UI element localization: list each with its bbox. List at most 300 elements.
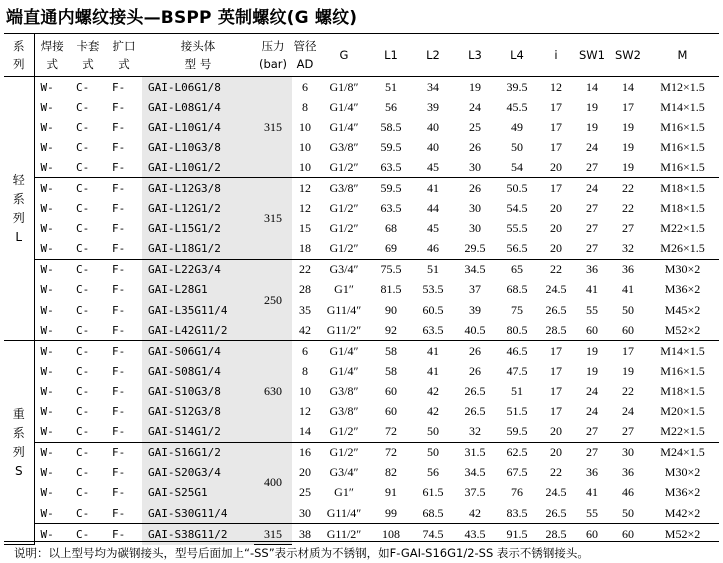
cell-l1: 82 xyxy=(385,465,397,480)
cell-flare: F- xyxy=(112,466,126,480)
cell-l3: 39 xyxy=(469,302,481,317)
cell-sw2: 19 xyxy=(622,139,634,154)
cell-sw1: 24 xyxy=(586,181,598,196)
cell-g: G1/2″ xyxy=(329,221,359,236)
cell-model: GAI-L42G11/2 xyxy=(142,320,254,341)
cell-od: 42 xyxy=(292,320,318,341)
cell-od: 30 xyxy=(292,503,318,524)
cell-l4: 51.5 xyxy=(506,404,528,419)
cell-weld: W- xyxy=(40,344,54,358)
cell-sw1: 27 xyxy=(574,157,610,178)
cell-i: 24.5 xyxy=(545,485,567,500)
cell-model: GAI-S12G3/8 xyxy=(142,402,254,422)
cell-g: G1/4″ xyxy=(329,99,359,114)
footnote: 说明：以上型号均为碳钢接头，型号后面加上“-SS”表示材质为不锈钢，如F-GAI-S16G1/2-SS 表示不锈钢接头。 xyxy=(4,541,719,561)
header-row xyxy=(4,34,719,77)
cell-l3: 43.5 xyxy=(464,526,486,541)
cell-m: M45×2 xyxy=(664,302,701,317)
cell-weld: W- xyxy=(40,364,54,378)
page-title: 端直通内螺纹接头—BSPP 英制螺纹(G 螺纹) xyxy=(6,8,358,28)
cell-m: M42×2 xyxy=(646,503,719,524)
table-row xyxy=(4,239,719,260)
cell-sw2: 14 xyxy=(622,79,634,94)
cell-l2: 46 xyxy=(412,239,454,260)
cell-m: M14×1.5 xyxy=(660,343,705,358)
col-model: 接头体 型 号 xyxy=(142,34,254,77)
table-row xyxy=(4,178,719,199)
cell-ferrule: C- xyxy=(76,283,90,297)
cell-ferrule: C- xyxy=(76,466,90,480)
cell-l2: 50 xyxy=(427,445,439,460)
cell-g: G11/4″ xyxy=(318,503,370,524)
cell-sw2: 30 xyxy=(622,445,634,460)
cell-od: 10 xyxy=(299,139,311,154)
cell-flare: F- xyxy=(112,263,126,277)
cell-l4: 45.5 xyxy=(506,99,528,114)
cell-l4: 56.5 xyxy=(496,239,538,260)
col-l3: L3 xyxy=(454,34,496,77)
cell-ferrule: C- xyxy=(70,422,106,443)
cell-ferrule: C- xyxy=(76,182,90,196)
col-l2: L2 xyxy=(412,34,454,77)
cell-flare: F- xyxy=(112,80,126,94)
cell-l2: 50 xyxy=(412,422,454,443)
cell-l1: 51 xyxy=(385,79,397,94)
col-pressure: 压力 (bar) xyxy=(254,34,292,77)
cell-g: G1/4″ xyxy=(329,119,359,134)
cell-i: 26.5 xyxy=(538,503,574,524)
cell-l1: 92 xyxy=(370,320,412,341)
spec-table xyxy=(4,34,719,545)
cell-l2: 60.5 xyxy=(422,302,444,317)
cell-g: G1/4″ xyxy=(329,363,359,378)
cell-l3: 34.5 xyxy=(464,262,486,277)
cell-l3: 26 xyxy=(469,343,481,358)
cell-weld: W- xyxy=(40,527,54,541)
cell-i: 20 xyxy=(538,422,574,443)
cell-od: 12 xyxy=(299,201,311,216)
cell-model: GAI-L15G1/2 xyxy=(142,219,254,239)
table-row xyxy=(4,97,719,117)
cell-sw1: 19 xyxy=(586,99,598,114)
cell-flare: F- xyxy=(112,486,126,500)
cell-g: G1/4″ xyxy=(329,343,359,358)
cell-model: GAI-L08G1/4 xyxy=(142,97,254,117)
cell-l1: 60 xyxy=(385,383,397,398)
cell-sw1: 19 xyxy=(586,363,598,378)
cell-i: 17 xyxy=(550,363,562,378)
cell-sw2: 36 xyxy=(622,465,634,480)
cell-ferrule: C- xyxy=(76,222,90,236)
table-row xyxy=(4,117,719,137)
cell-sw2: 22 xyxy=(622,181,634,196)
cell-l3: 26 xyxy=(469,181,481,196)
cell-m: M16×1.5 xyxy=(646,157,719,178)
col-l4: L4 xyxy=(496,34,538,77)
cell-weld: W- xyxy=(40,446,54,460)
cell-l1: 60 xyxy=(385,404,397,419)
cell-od: 38 xyxy=(299,526,311,541)
cell-od: 8 xyxy=(302,363,308,378)
table-row xyxy=(4,219,719,239)
cell-od: 8 xyxy=(302,99,308,114)
cell-ferrule: C- xyxy=(70,320,106,341)
cell-od: 6 xyxy=(302,343,308,358)
cell-l3: 26 xyxy=(469,139,481,154)
cell-od: 16 xyxy=(299,445,311,460)
col-i: i xyxy=(538,34,574,77)
cell-od: 22 xyxy=(299,262,311,277)
cell-l2: 63.5 xyxy=(412,320,454,341)
cell-od: 12 xyxy=(299,404,311,419)
cell-od: 6 xyxy=(302,79,308,94)
cell-flare: F- xyxy=(112,140,126,154)
cell-m: M18×1.5 xyxy=(660,383,705,398)
table-row xyxy=(4,199,719,219)
cell-weld: W- xyxy=(40,140,54,154)
cell-i: 20 xyxy=(550,201,562,216)
cell-model: GAI-L12G3/8 xyxy=(142,178,254,199)
cell-m: M30×2 xyxy=(664,465,701,480)
cell-flare: F- xyxy=(112,527,126,541)
cell-g: G1/8″ xyxy=(329,79,359,94)
cell-g: G1/2″ xyxy=(318,422,370,443)
cell-l4: 80.5 xyxy=(496,320,538,341)
cell-m: M30×2 xyxy=(664,262,701,277)
cell-flare: F- xyxy=(112,202,126,216)
cell-l4: 83.5 xyxy=(496,503,538,524)
cell-model: GAI-L10G1/2 xyxy=(142,157,254,178)
cell-model: GAI-S38G11/2 xyxy=(142,524,254,545)
cell-sw1: 27 xyxy=(586,445,598,460)
cell-i: 17 xyxy=(550,404,562,419)
cell-sw1: 24 xyxy=(586,383,598,398)
cell-g: G3/8″ xyxy=(329,404,359,419)
cell-sw2: 17 xyxy=(622,99,634,114)
table-row xyxy=(4,483,719,503)
cell-sw1: 55 xyxy=(574,503,610,524)
cell-l1: 108 xyxy=(382,526,400,541)
cell-weld: W- xyxy=(34,157,70,178)
cell-l4: 67.5 xyxy=(506,465,528,480)
cell-g: G11/4″ xyxy=(326,302,362,317)
cell-model: GAI-L10G1/4 xyxy=(142,117,254,137)
cell-l1: 81.5 xyxy=(380,282,402,297)
cell-sw2: 22 xyxy=(622,383,634,398)
col-m: M xyxy=(646,34,719,77)
cell-sw1: 60 xyxy=(586,526,598,541)
cell-l2: 61.5 xyxy=(422,485,444,500)
cell-flare: F- xyxy=(112,283,126,297)
cell-g: G3/8″ xyxy=(329,139,359,154)
cell-ferrule: C- xyxy=(76,263,90,277)
cell-ferrule: C- xyxy=(76,303,90,317)
cell-ferrule: C- xyxy=(76,80,90,94)
cell-g: G1/2″ xyxy=(318,157,370,178)
cell-flare: F- xyxy=(112,446,126,460)
cell-i: 20 xyxy=(550,445,562,460)
cell-model: GAI-L18G1/2 xyxy=(142,239,254,260)
cell-flare: F- xyxy=(112,182,126,196)
cell-i: 28.5 xyxy=(545,526,567,541)
cell-i: 17 xyxy=(550,119,562,134)
cell-model: GAI-L35G11/4 xyxy=(142,300,254,320)
cell-od: 10 xyxy=(292,157,318,178)
cell-l1: 91 xyxy=(385,485,397,500)
cell-l1: 59.5 xyxy=(380,181,402,196)
cell-i: 26.5 xyxy=(545,302,567,317)
table-row xyxy=(4,463,719,483)
cell-l3: 29.5 xyxy=(454,239,496,260)
cell-od: 18 xyxy=(292,239,318,260)
cell-l4: 54.5 xyxy=(506,201,528,216)
cell-l4: 62.5 xyxy=(506,445,528,460)
cell-g: G1″ xyxy=(334,282,354,297)
cell-sw1: 55 xyxy=(586,302,598,317)
cell-weld: W- xyxy=(34,239,70,260)
cell-g: G3/4″ xyxy=(329,465,359,480)
cell-sw2: 19 xyxy=(622,119,634,134)
cell-ferrule: C- xyxy=(76,446,90,460)
cell-l4: 76 xyxy=(511,485,523,500)
cell-l4: 68.5 xyxy=(506,282,528,297)
cell-l4: 50.5 xyxy=(506,181,528,196)
cell-sw1: 27 xyxy=(574,422,610,443)
table-row xyxy=(4,320,719,341)
cell-sw2: 27 xyxy=(610,422,646,443)
cell-m: M24×1.5 xyxy=(660,445,705,460)
cell-m: M16×1.5 xyxy=(660,139,705,154)
cell-flare: F- xyxy=(112,100,126,114)
cell-m: M22×1.5 xyxy=(646,422,719,443)
cell-flare: F- xyxy=(112,222,126,236)
col-series: 系 列 xyxy=(4,34,34,77)
series-label-light: 轻 系 列 L xyxy=(4,77,34,341)
cell-model: GAI-S08G1/4 xyxy=(142,361,254,381)
table-row xyxy=(4,280,719,300)
table-body xyxy=(4,77,719,545)
table-row xyxy=(4,422,719,443)
cell-i: 20 xyxy=(550,221,562,236)
table-row xyxy=(4,77,719,98)
cell-weld: W- xyxy=(40,222,54,236)
cell-i: 24.5 xyxy=(545,282,567,297)
cell-weld: W- xyxy=(40,202,54,216)
cell-l3: 24 xyxy=(469,99,481,114)
cell-g: G3/4″ xyxy=(329,262,359,277)
cell-sw1: 41 xyxy=(586,485,598,500)
cell-m: M52×2 xyxy=(664,526,701,541)
cell-model: GAI-S16G1/2 xyxy=(142,442,254,463)
table-row xyxy=(4,442,719,463)
cell-l2: 53.5 xyxy=(422,282,444,297)
table-row xyxy=(4,137,719,157)
cell-model: GAI-L22G3/4 xyxy=(142,259,254,280)
cell-m: M36×2 xyxy=(664,485,701,500)
cell-m: M18×1.5 xyxy=(660,201,705,216)
cell-l3: 30 xyxy=(454,157,496,178)
cell-m: M18×1.5 xyxy=(660,181,705,196)
cell-l1: 63.5 xyxy=(380,201,402,216)
cell-i: 17 xyxy=(550,383,562,398)
cell-i: 28.5 xyxy=(538,320,574,341)
table-row xyxy=(4,300,719,320)
cell-sw1: 36 xyxy=(586,465,598,480)
cell-l2: 68.5 xyxy=(412,503,454,524)
cell-weld: W- xyxy=(40,120,54,134)
cell-l3: 30 xyxy=(469,201,481,216)
cell-l4: 54 xyxy=(496,157,538,178)
cell-l3: 34.5 xyxy=(464,465,486,480)
cell-l3: 37 xyxy=(469,282,481,297)
cell-sw2: 17 xyxy=(622,343,634,358)
cell-sw1: 27 xyxy=(574,239,610,260)
table-row xyxy=(4,503,719,524)
cell-l1: 69 xyxy=(370,239,412,260)
cell-sw1: 14 xyxy=(586,79,598,94)
cell-l3: 42 xyxy=(454,503,496,524)
cell-g: G1″ xyxy=(334,485,354,500)
cell-model: GAI-L06G1/8 xyxy=(142,77,254,98)
cell-model: GAI-L10G3/8 xyxy=(142,137,254,157)
cell-m: M20×1.5 xyxy=(660,404,705,419)
cell-l3: 30 xyxy=(469,221,481,236)
cell-flare: F- xyxy=(112,364,126,378)
cell-l1: 56 xyxy=(385,99,397,114)
cell-sw2: 19 xyxy=(610,157,646,178)
cell-flare: F- xyxy=(112,120,126,134)
cell-flare: F- xyxy=(112,384,126,398)
cell-l3: 31.5 xyxy=(464,445,486,460)
cell-ferrule: C- xyxy=(70,503,106,524)
cell-ferrule: C- xyxy=(76,100,90,114)
cell-m: M16×1.5 xyxy=(660,363,705,378)
cell-weld: W- xyxy=(40,486,54,500)
cell-l1: 59.5 xyxy=(380,139,402,154)
cell-pressure: 315 xyxy=(254,77,292,178)
col-sw2: SW2 xyxy=(610,34,646,77)
cell-i: 17 xyxy=(550,99,562,114)
cell-g: G3/8″ xyxy=(329,181,359,196)
cell-model: GAI-L28G1 xyxy=(142,280,254,300)
cell-ferrule: C- xyxy=(76,405,90,419)
cell-l4: 50 xyxy=(511,139,523,154)
cell-sw2: 32 xyxy=(610,239,646,260)
cell-od: 14 xyxy=(292,422,318,443)
cell-weld: W- xyxy=(40,100,54,114)
table-row xyxy=(4,402,719,422)
cell-weld: W- xyxy=(40,405,54,419)
cell-ferrule: C- xyxy=(70,157,106,178)
cell-sw1: 60 xyxy=(574,320,610,341)
cell-sw2: 60 xyxy=(610,320,646,341)
col-sw1: SW1 xyxy=(574,34,610,77)
cell-m: M52×2 xyxy=(646,320,719,341)
cell-weld: W- xyxy=(34,503,70,524)
cell-l2: 45 xyxy=(427,221,439,236)
cell-sw2: 22 xyxy=(622,201,634,216)
cell-sw2: 27 xyxy=(622,221,634,236)
cell-ferrule: C- xyxy=(76,120,90,134)
cell-flare: F- xyxy=(112,303,126,317)
cell-model: GAI-S10G3/8 xyxy=(142,381,254,401)
cell-l2: 41 xyxy=(427,181,439,196)
cell-g: G3/8″ xyxy=(329,383,359,398)
col-ferrule: 卡套 式 xyxy=(70,34,106,77)
cell-i: 20 xyxy=(538,239,574,260)
col-g: G xyxy=(318,34,370,77)
cell-m: M16×1.5 xyxy=(660,119,705,134)
cell-l2: 41 xyxy=(427,343,439,358)
cell-flare: F- xyxy=(106,239,142,260)
cell-l3: 19 xyxy=(469,79,481,94)
cell-od: 25 xyxy=(299,485,311,500)
cell-m: M14×1.5 xyxy=(660,99,705,114)
cell-weld: W- xyxy=(40,80,54,94)
cell-i: 17 xyxy=(550,181,562,196)
cell-model: GAI-S20G3/4 xyxy=(142,463,254,483)
cell-model: GAI-S25G1 xyxy=(142,483,254,503)
cell-l1: 99 xyxy=(370,503,412,524)
cell-model: GAI-S30G11/4 xyxy=(142,503,254,524)
cell-flare: F- xyxy=(112,405,126,419)
cell-l1: 58 xyxy=(385,343,397,358)
cell-l2: 41 xyxy=(427,363,439,378)
cell-sw1: 24 xyxy=(586,404,598,419)
cell-l1: 58.5 xyxy=(380,119,402,134)
cell-l4: 91.5 xyxy=(506,526,528,541)
cell-l2: 56 xyxy=(427,465,439,480)
cell-l1: 68 xyxy=(385,221,397,236)
cell-l3: 32 xyxy=(454,422,496,443)
cell-ferrule: C- xyxy=(76,344,90,358)
cell-flare: F- xyxy=(106,320,142,341)
cell-l3: 26.5 xyxy=(464,404,486,419)
cell-g: G1/2″ xyxy=(329,445,359,460)
cell-l3: 26.5 xyxy=(464,383,486,398)
cell-ferrule: C- xyxy=(76,202,90,216)
cell-flare: F- xyxy=(106,422,142,443)
cell-model: GAI-L12G1/2 xyxy=(142,199,254,219)
cell-pressure: 250 xyxy=(254,259,292,340)
cell-flare: F- xyxy=(106,503,142,524)
col-od: 管径 AD xyxy=(292,34,318,77)
cell-pressure: 400 xyxy=(254,442,292,523)
cell-l2: 40 xyxy=(427,119,439,134)
cell-l4: 47.5 xyxy=(506,363,528,378)
cell-l3: 25 xyxy=(469,119,481,134)
cell-l4: 55.5 xyxy=(506,221,528,236)
cell-sw1: 19 xyxy=(586,119,598,134)
cell-g: G1/2″ xyxy=(329,201,359,216)
cell-sw2: 41 xyxy=(622,282,634,297)
cell-pressure: 630 xyxy=(254,341,292,442)
cell-sw1: 27 xyxy=(586,221,598,236)
cell-g: G11/2″ xyxy=(326,526,362,541)
cell-sw2: 60 xyxy=(622,526,634,541)
cell-od: 10 xyxy=(299,119,311,134)
table-row xyxy=(4,259,719,280)
table-row xyxy=(4,381,719,401)
cell-i: 17 xyxy=(550,139,562,154)
cell-weld: W- xyxy=(40,303,54,317)
cell-weld: W- xyxy=(40,283,54,297)
col-l1: L1 xyxy=(370,34,412,77)
cell-l3: 40.5 xyxy=(454,320,496,341)
cell-pressure: 315 xyxy=(254,524,292,545)
cell-i: 20 xyxy=(538,157,574,178)
cell-l1: 63.5 xyxy=(370,157,412,178)
